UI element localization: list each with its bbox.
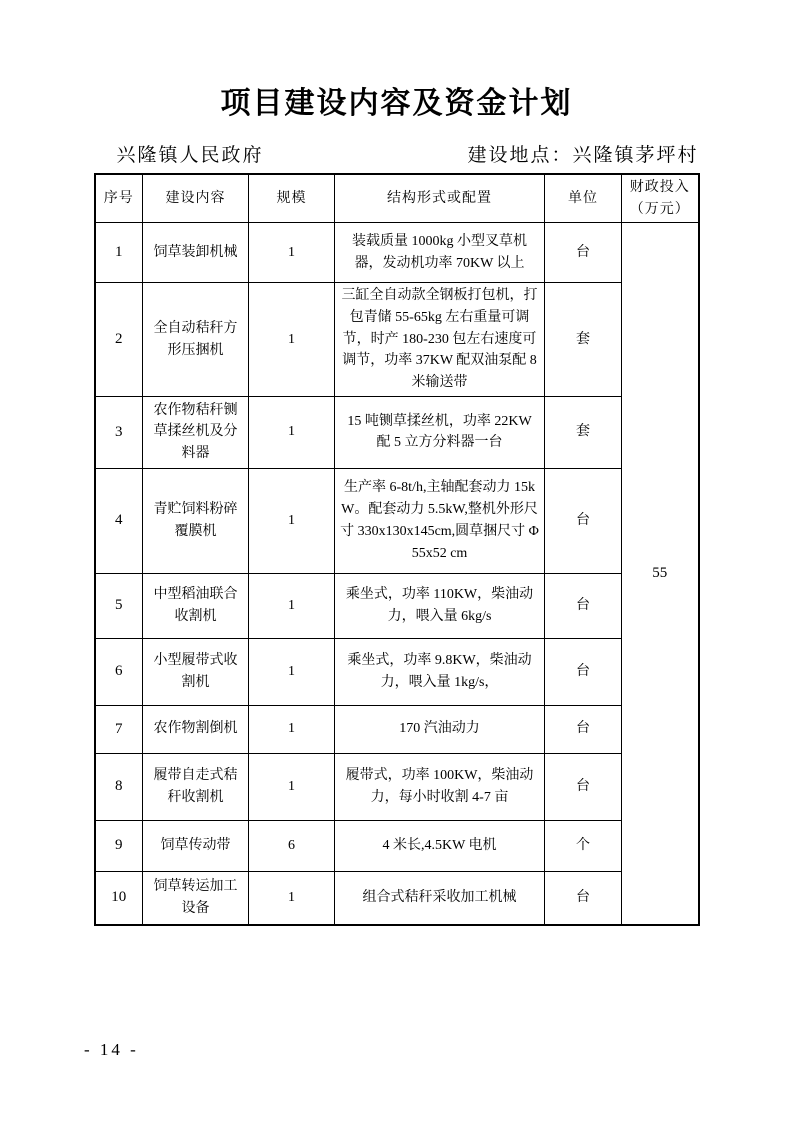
row-config: 组合式秸秆采收加工机械	[335, 871, 545, 925]
project-table	[94, 173, 700, 926]
header-no: 序号	[95, 174, 143, 223]
row-content: 饲草传动带	[143, 820, 249, 871]
row-config: 170 汽油动力	[335, 705, 545, 753]
row-no: 10	[95, 871, 143, 925]
row-scale: 1	[249, 468, 335, 573]
row-content: 小型履带式收割机	[143, 638, 249, 705]
row-content: 中型稻油联合收割机	[143, 573, 249, 638]
row-unit: 个	[545, 820, 622, 871]
row-unit: 台	[545, 638, 622, 705]
row-scale: 1	[249, 753, 335, 820]
row-unit: 台	[545, 223, 622, 283]
table-row	[95, 638, 699, 705]
table-row	[95, 820, 699, 871]
subheader	[95, 140, 699, 167]
row-unit: 台	[545, 468, 622, 573]
row-config: 15 吨铡草揉丝机，功率 22KW 配 5 立方分料器一台	[335, 396, 545, 468]
header-scale: 规模	[249, 174, 335, 223]
row-scale: 1	[249, 283, 335, 396]
row-unit: 套	[545, 283, 622, 396]
row-config: 三缸全自动款全钢板打包机，打包青储 55-65kg 左右重量可调节，时产 180-230 包左右速度可调节，功率 37KW 配双油泵配 8 米输送带	[335, 283, 545, 396]
organization-name: 兴隆镇人民政府	[116, 145, 264, 166]
row-no: 6	[95, 638, 143, 705]
row-config: 乘坐式，功率 110KW，柴油动力，喂入量 6kg/s	[335, 573, 545, 638]
table-row	[95, 468, 699, 573]
row-no: 5	[95, 573, 143, 638]
row-no: 2	[95, 283, 143, 396]
table-row	[95, 223, 699, 283]
row-config: 乘坐式，功率 9.8KW，柴油动力，喂入量 1kg/s，	[335, 638, 545, 705]
row-unit: 台	[545, 573, 622, 638]
header-investment	[622, 174, 699, 223]
row-config: 4 米长,4.5KW 电机	[335, 820, 545, 871]
row-scale: 1	[249, 871, 335, 925]
row-content: 履带自走式秸秆收割机	[143, 753, 249, 820]
table-row	[95, 283, 699, 396]
row-unit: 台	[545, 705, 622, 753]
row-scale: 6	[249, 820, 335, 871]
row-no: 1	[95, 223, 143, 283]
header-config: 结构形式或配置	[335, 174, 545, 223]
row-content: 农作物秸秆铡草揉丝机及分料器	[143, 396, 249, 468]
row-content: 饲草装卸机械	[143, 223, 249, 283]
header-investment-line2: （万元）	[629, 201, 690, 217]
table-row	[95, 573, 699, 638]
row-content: 青贮饲料粉碎覆膜机	[143, 468, 249, 573]
row-no: 3	[95, 396, 143, 468]
header-investment-line1: 财政投入	[629, 180, 690, 195]
table-row	[95, 396, 699, 468]
row-no: 8	[95, 753, 143, 820]
table-row	[95, 705, 699, 753]
row-scale: 1	[249, 223, 335, 283]
row-unit: 台	[545, 753, 622, 820]
row-scale: 1	[249, 705, 335, 753]
row-no: 4	[95, 468, 143, 573]
row-scale: 1	[249, 396, 335, 468]
table-row	[95, 871, 699, 925]
row-scale: 1	[249, 573, 335, 638]
row-scale: 1	[249, 638, 335, 705]
investment-total: 55	[622, 223, 699, 925]
row-config: 生产率 6-8t/h,主轴配套动力 15kW。配套动力 5.5kW,整机外形尺寸 330x130x145cm,圆草捆尺寸 Φ55x52 cm	[335, 468, 545, 573]
row-content: 农作物割倒机	[143, 705, 249, 753]
row-unit: 台	[545, 871, 622, 925]
row-content: 全自动秸秆方形压捆机	[143, 283, 249, 396]
header-content: 建设内容	[143, 174, 249, 223]
header-unit: 单位	[545, 174, 622, 223]
row-unit: 套	[545, 396, 622, 468]
construction-location: 建设地点：兴隆镇茅坪村	[467, 145, 699, 166]
row-no: 9	[95, 820, 143, 871]
table-header-row	[95, 174, 699, 223]
row-no: 7	[95, 705, 143, 753]
row-content: 饲草转运加工设备	[143, 871, 249, 925]
table-row	[95, 753, 699, 820]
row-config: 装载质量 1000kg 小型叉草机器，发动机功率 70KW 以上	[335, 223, 545, 283]
page-number: - 14 -	[84, 1040, 139, 1059]
page-title: 项目建设内容及资金计划	[220, 87, 573, 120]
row-config: 履带式，功率 100KW，柴油动力，每小时收割 4-7 亩	[335, 753, 545, 820]
